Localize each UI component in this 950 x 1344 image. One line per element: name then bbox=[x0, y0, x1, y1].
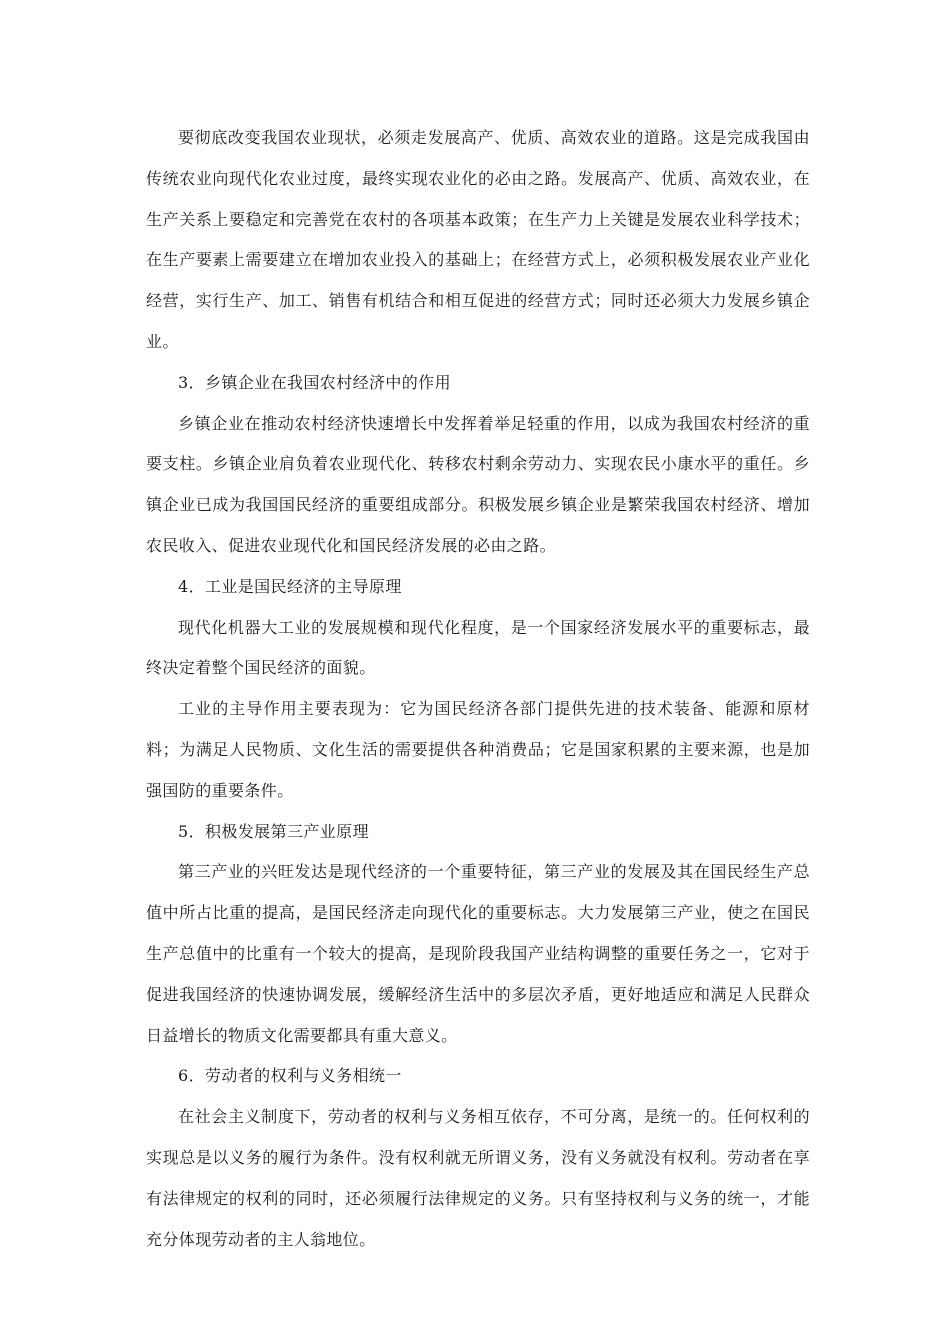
paragraph-industry-role: 工业的主导作用主要表现为：它为国民经济各部门提供先进的技术装备、能源和原材料；为满足人民物质、文化生活的需要提供各种消费品；它是国家积累的主要来源，也是加强国防的重要条件。 bbox=[146, 699, 810, 800]
section-heading-6: 6．劳动者的权利与义务相统一 bbox=[178, 1066, 402, 1086]
paragraph-township-enterprises: 乡镇企业在推动农村经济快速增长中发挥着举足轻重的作用，以成为我国农村经济的重要支柱。乡镇企业肩负着农业现代化、转移农村剩余劳动力、实现农民小康水平的重任。乡镇企业已成为我国国民经济的重要组成部分。积极发展乡镇企业是繁荣我国农村经济、增加农民收入、促进农业现代化和国民经济发展的必由之路。 bbox=[146, 413, 810, 555]
section-heading-4: 4．工业是国民经济的主导原理 bbox=[178, 576, 402, 596]
section-heading-5: 5．积极发展第三产业原理 bbox=[178, 821, 369, 841]
document-body bbox=[146, 118, 810, 1260]
section-heading-3: 3．乡镇企业在我国农村经济中的作用 bbox=[178, 372, 451, 392]
paragraph-industry-scale: 现代化机器大工业的发展规模和现代化程度，是一个国家经济发展水平的重要标志，最终决定着整个国民经济的面貌。 bbox=[146, 617, 810, 678]
paragraph-agriculture-path: 要彻底改变我国农业现状，必须走发展高产、优质、高效农业的道路。这是完成我国由传统农业向现代化农业过度，最终实现农业化的必由之路。发展高产、优质、高效农业，在生产关系上要稳定和完善党在农村的各项基本政策；在生产力上关键是发展农业科学技术；在生产要素上需要建立在增加农业投入的基础上；在经营方式上，必须积极发展农业产业化经营，实行生产、加工、销售有机结合和相互促进的经营方式；同时还必须大力发展乡镇企业。 bbox=[146, 128, 810, 351]
paragraph-rights-duties: 在社会主义制度下，劳动者的权利与义务相互依存，不可分离，是统一的。任何权利的实现总是以义务的履行为条件。没有权利就无所谓义务，没有义务就没有权利。劳动者在享有法律规定的权利的同时，还必须履行法律规定的义务。只有坚持权利与义务的统一，才能充分体现劳动者的主人翁地位。 bbox=[146, 1107, 810, 1249]
paragraph-tertiary-industry: 第三产业的兴旺发达是现代经济的一个重要特征，第三产业的发展及其在国民经生产总值中所占比重的提高，是国民经济走向现代化的重要标志。大力发展第三产业，使之在国民生产总值中的比重有一个较大的提高，是现阶段我国产业结构调整的重要任务之一，它对于促进我国经济的快速协调发展，缓解经济生活中的多层次矛盾，更好地适应和满足人民群众日益增长的物质文化需要都具有重大意义。 bbox=[146, 862, 810, 1045]
